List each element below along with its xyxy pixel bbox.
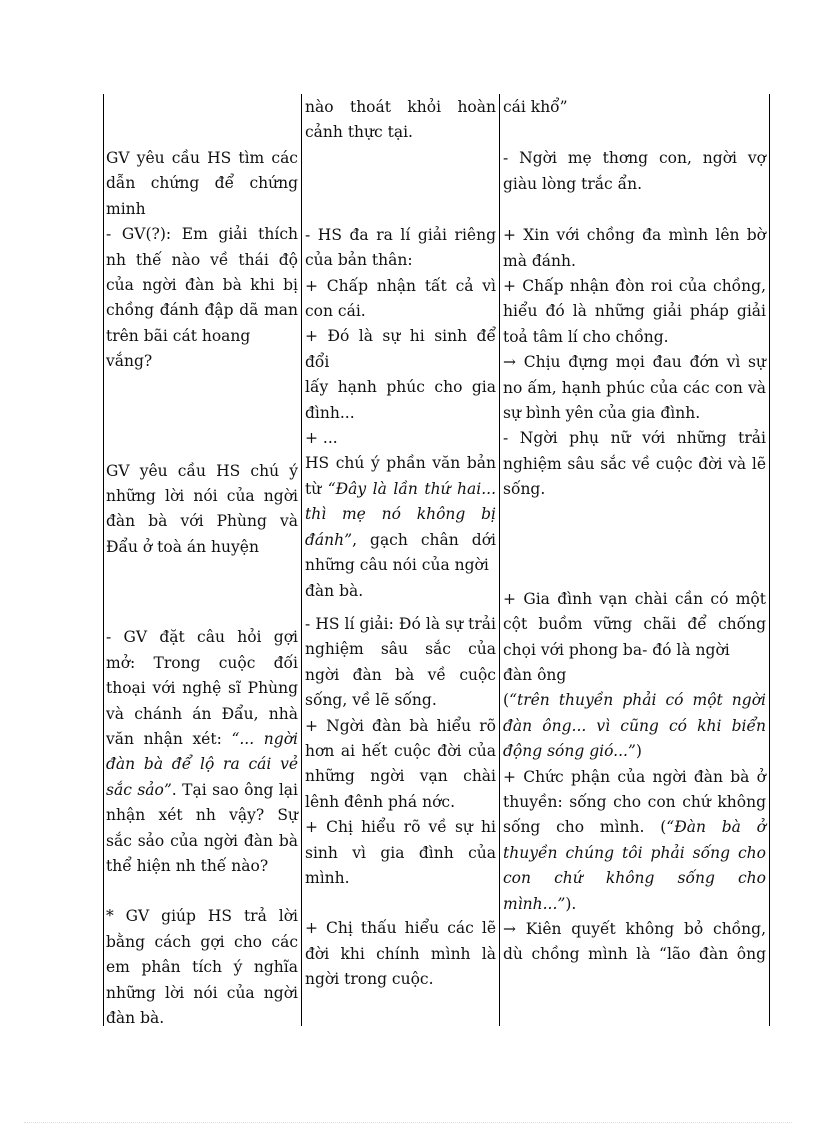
teacher-block-question-sharpness: - GV đặt câu hỏi gợi mở: Trong cuộc đối thoại với nghệ sĩ Phùng và chánh án Đẩu, nhà văn nhận xét: “... ngời đàn bà để lộ ra cái vẻ sắc sảo”. Tại sao ông lại nhận xét nh vậy? Sự sắc sảo của ngời đàn bà thể hiện nh thế nào? <box>106 628 299 875</box>
table-border-right <box>769 94 770 1026</box>
student-block-reality: nào thoát khỏi hoàn cảnh thực tại. <box>305 98 496 142</box>
student-block-understanding: + Chị thấu hiểu các lẽ đời khi chính mình là ngời trong cuộc. <box>305 919 496 989</box>
teacher-block-evidence: GV yêu cầu HS tìm các dẫn chứng để chứng minh <box>106 149 298 218</box>
table-border-col1-col2 <box>301 94 302 1026</box>
table-border-col2-col3 <box>499 94 500 1026</box>
student-block-life-experience: - HS lí giải: Đó là sự trải nghiệm sâu sắc của ngời đàn bà về cuộc sống, về lẽ sống. + Ngời đàn bà hiểu rõ hơn ai hết cuộc đời của những ngời vạn chài lênh đênh phá nớc. + Chị hiểu rõ về sự hi sinh vì gia đình của mình. <box>305 614 496 887</box>
content-block-mother: - Ngời mẹ thơng con, ngời vợ giàu lòng trắc ẩn. <box>503 149 766 193</box>
content-block-experience: - Ngời phụ nữ với những trải nghiệm sâu sắc về cuộc đời và lẽ sống. <box>503 429 766 499</box>
student-block-explanation: - HS đa ra lí giải riêng của bản thân: + Chấp nhận tất cả vì con cái. + Đó là sự hi sinh để đổi lấy hạnh phúc cho gia đình... + ... <box>305 225 496 448</box>
student-block-text-marking: HS chú ý phần văn bản từ “Đây là lần thứ hai... thì mẹ nó không bị đánh”, gạch chân dới những câu nói của ngời đàn bà. <box>305 454 497 600</box>
content-block-suffering: cái khổ” <box>503 98 568 116</box>
content-block-endurance: + Xin với chồng đa mình lên bờ mà đánh. + Chấp nhận đòn roi của chồng, hiểu đó là những giải pháp giải toả tâm lí cho chồng. → Chịu đựng mọi đau đớn vì sự no ấm, hạnh phúc của các con và sự bình yên của gia đình. <box>503 226 766 423</box>
teacher-block-question-attitude: - GV(?): Em giải thích nh thế nào về thái độ của ngời đàn bà khi bị chồng đánh đập dã man trên bãi cát hoang vắng? <box>106 225 298 371</box>
content-column <box>503 95 766 968</box>
teacher-activity-column <box>106 95 298 1031</box>
table-border-left <box>103 94 104 1026</box>
content-block-family-role: + Gia đình vạn chài cần có một cột buồm vững chãi để chống chọi với phong ba- đó là ngời đàn ông (“trên thuyền phải có một ngời đàn ông... vì cũng có khi biển động sóng gió...”) + Chức phận của ngời đàn bà ở thuyền: sống cho con chứ không sống cho mình. (“Đàn bà ở thuyền chúng tôi phải sống cho con chứ không sống cho mình...”). → Kiên quyết không bỏ chồng, dù chồng mình là “lão đàn ông <box>503 589 766 964</box>
student-activity-column <box>305 95 496 993</box>
teacher-block-words: GV yêu cầu HS chú ý những lời nói của ngời đàn bà với Phùng và Đẩu ở toà án huyện <box>106 461 298 556</box>
teacher-block-guidance: * GV giúp HS trả lời bằng cách gợi cho các em phân tích ý nghĩa những lời nói của ngời đàn bà. <box>106 907 298 1027</box>
